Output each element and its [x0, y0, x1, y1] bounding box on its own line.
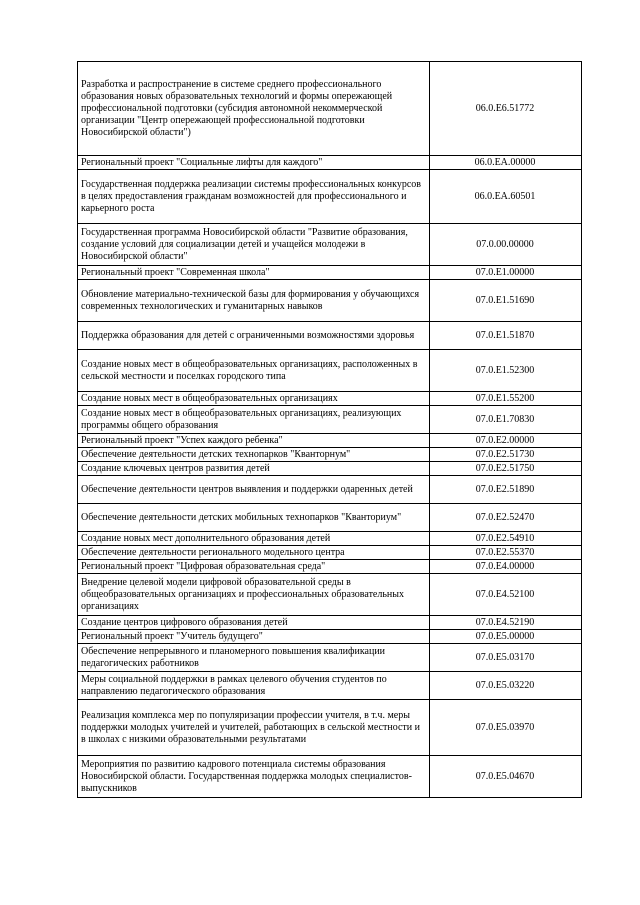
table-body	[78, 62, 582, 798]
table-row	[78, 350, 582, 392]
row-code-cell: 07.0.E2.51890	[430, 476, 582, 504]
row-name-cell: Мероприятия по развитию кадрового потенциала системы образования Новосибирской области. Государственная поддержка молодых специалистов-выпускников	[78, 756, 430, 798]
row-name-cell: Обеспечение непрерывного и планомерного повышения квалификации педагогических работников	[78, 644, 430, 672]
row-code-cell: 07.0.00.00000	[430, 224, 582, 266]
table-row	[78, 630, 582, 644]
row-code-cell: 07.0.E2.00000	[430, 434, 582, 448]
row-name-cell: Обеспечение деятельности детских мобильных технопарков "Кванториум"	[78, 504, 430, 532]
row-name-cell: Создание новых мест в общеобразовательных организациях	[78, 392, 430, 406]
row-code-cell: 07.0.E5.03220	[430, 672, 582, 700]
row-code-cell: 07.0.E1.51690	[430, 280, 582, 322]
row-code-cell: 06.0.E6.51772	[430, 62, 582, 156]
table-row	[78, 266, 582, 280]
table-row	[78, 448, 582, 462]
table-row	[78, 170, 582, 224]
row-code-cell: 06.0.EA.60501	[430, 170, 582, 224]
table-row	[78, 392, 582, 406]
row-code-cell: 07.0.E5.03970	[430, 700, 582, 756]
row-name-cell: Региональный проект "Успех каждого ребенка"	[78, 434, 430, 448]
row-name-cell: Государственная поддержка реализации системы профессиональных конкурсов в целях предоставления гражданам возможностей для профессионального и карьерного роста	[78, 170, 430, 224]
table-row	[78, 560, 582, 574]
row-code-cell: 07.0.E2.54910	[430, 532, 582, 546]
table-row	[78, 616, 582, 630]
table-row	[78, 224, 582, 266]
budget-classification-table	[77, 61, 582, 798]
row-name-cell: Региональный проект "Социальные лифты для каждого"	[78, 156, 430, 170]
row-code-cell: 07.0.E4.00000	[430, 560, 582, 574]
table-row	[78, 644, 582, 672]
row-code-cell: 07.0.E5.04670	[430, 756, 582, 798]
table-row	[78, 532, 582, 546]
table-row	[78, 156, 582, 170]
table-row	[78, 504, 582, 532]
table-row	[78, 406, 582, 434]
row-code-cell: 07.0.E5.03170	[430, 644, 582, 672]
table-row	[78, 462, 582, 476]
row-name-cell: Обеспечение деятельности детских технопарков "Кванторнум"	[78, 448, 430, 462]
row-name-cell: Создание новых мест дополнительного образования детей	[78, 532, 430, 546]
row-name-cell: Создание центров цифрового образования детей	[78, 616, 430, 630]
row-name-cell: Региональный проект "Цифровая образовательная среда"	[78, 560, 430, 574]
row-name-cell: Региональный проект "Современная школа"	[78, 266, 430, 280]
row-code-cell: 07.0.E2.52470	[430, 504, 582, 532]
table-row	[78, 434, 582, 448]
table-row	[78, 700, 582, 756]
row-code-cell: 07.0.E4.52190	[430, 616, 582, 630]
row-code-cell: 07.0.E2.55370	[430, 546, 582, 560]
row-code-cell: 07.0.E1.51870	[430, 322, 582, 350]
row-code-cell: 07.0.E1.00000	[430, 266, 582, 280]
row-name-cell: Меры социальной поддержки в рамках целевого обучения студентов по направлению педагогического образования	[78, 672, 430, 700]
table-row	[78, 672, 582, 700]
row-code-cell: 07.0.E5.00000	[430, 630, 582, 644]
row-name-cell: Обеспечение деятельности центров выявления и поддержки одаренных детей	[78, 476, 430, 504]
table-row	[78, 574, 582, 616]
row-name-cell: Внедрение целевой модели цифровой образовательной среды в общеобразовательных организациях и профессиональных образовательных организациях	[78, 574, 430, 616]
row-name-cell: Создание новых мест в общеобразовательных организациях, реализующих программы общего образования	[78, 406, 430, 434]
row-name-cell: Обновление материально-технической базы для формирования у обучающихся современных технологических и гуманитарных навыков	[78, 280, 430, 322]
table-row	[78, 280, 582, 322]
row-code-cell: 07.0.E2.51750	[430, 462, 582, 476]
table-row	[78, 546, 582, 560]
row-code-cell: 07.0.E1.70830	[430, 406, 582, 434]
row-name-cell: Региональный проект "Учитель будущего"	[78, 630, 430, 644]
table-row	[78, 322, 582, 350]
row-code-cell: 07.0.E2.51730	[430, 448, 582, 462]
row-code-cell: 07.0.E1.55200	[430, 392, 582, 406]
row-code-cell: 07.0.E4.52100	[430, 574, 582, 616]
row-name-cell: Обеспечение деятельности регионального модельного центра	[78, 546, 430, 560]
row-code-cell: 07.0.E1.52300	[430, 350, 582, 392]
row-name-cell: Государственная программа Новосибирской области "Развитие образования, создание условий для социализации детей и учащейся молодежи в Новосибирской области"	[78, 224, 430, 266]
row-name-cell: Поддержка образования для детей с ограниченными возможностями здоровья	[78, 322, 430, 350]
row-name-cell: Реализация комплекса мер по популяризации профессии учителя, в т.ч. меры поддержки молодых учителей и учителей, работающих в сельской местности и в школах с низкими образовательными результатами	[78, 700, 430, 756]
row-name-cell: Создание ключевых центров развития детей	[78, 462, 430, 476]
row-name-cell: Разработка и распространение в системе среднего профессионального образования новых образовательных технологий и формы опережающей профессиональной подготовки (субсидия автономной некоммерческой организации "Центр опережающей профессиональной подготовки Новосибирской области")	[78, 62, 430, 156]
table-row	[78, 62, 582, 156]
table-row	[78, 756, 582, 798]
row-name-cell: Создание новых мест в общеобразовательных организациях, расположенных в сельской местности и поселках городского типа	[78, 350, 430, 392]
row-code-cell: 06.0.EA.00000	[430, 156, 582, 170]
table-row	[78, 476, 582, 504]
